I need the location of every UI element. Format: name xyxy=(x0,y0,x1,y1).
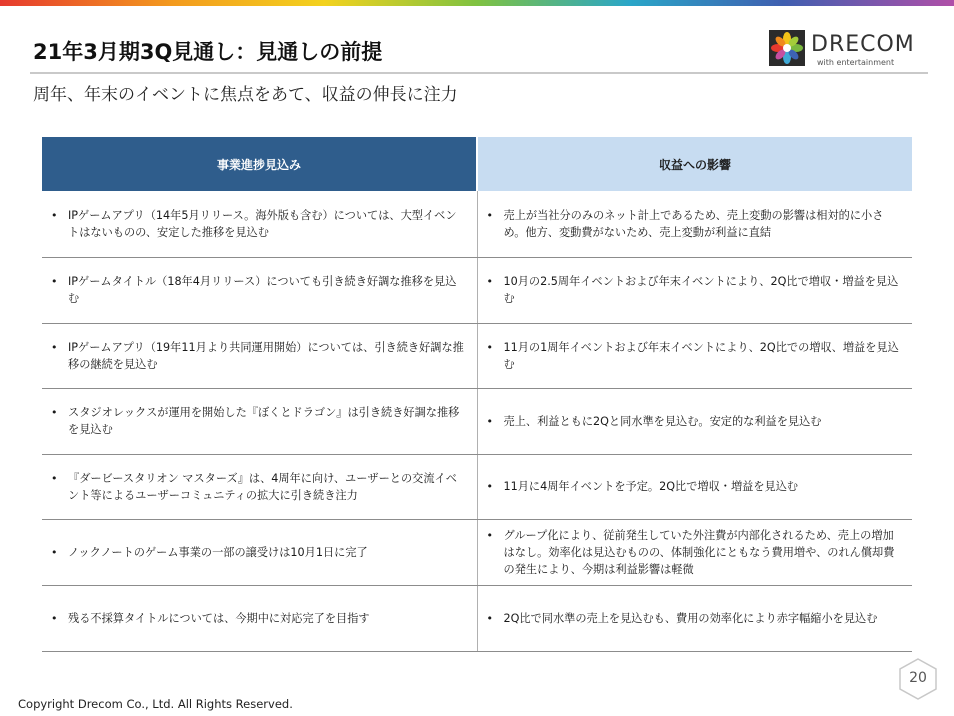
bullet-marker: • xyxy=(486,611,493,625)
header-revenue-impact: 収益への影響 xyxy=(477,137,912,191)
flower-logo-icon xyxy=(769,30,805,66)
cell-revenue-impact xyxy=(477,388,912,454)
table-row xyxy=(42,323,912,388)
title-divider xyxy=(30,72,928,74)
bullet-marker: • xyxy=(51,545,58,559)
row-text: 売上が当社分のみのネット計上であるため、売上変動の影響は相対的に小さめ。他方、変動費がないため、売上変動が利益に直結 xyxy=(503,208,884,239)
bullet-marker: • xyxy=(51,406,58,419)
table-row xyxy=(42,191,912,257)
row-text: IPゲームアプリ（14年5月リリース。海外版も含む）については、大型イベントはないものの、安定した推移を見込む xyxy=(68,208,457,239)
cell-business-progress xyxy=(42,454,477,519)
cell-business-progress xyxy=(42,191,477,257)
copyright-footer: Copyright Drecom Co., Ltd. All Rights Reserved. xyxy=(18,697,293,711)
table-row xyxy=(42,388,912,454)
cell-revenue-impact xyxy=(477,323,912,388)
table-row xyxy=(42,454,912,519)
cell-business-progress xyxy=(42,519,477,585)
table-header-row xyxy=(42,137,912,191)
row-text: 11月に4周年イベントを予定。2Q比で増収・増益を見込む xyxy=(503,480,799,493)
logo-tagline: with entertainment xyxy=(817,58,895,67)
cell-revenue-impact xyxy=(477,191,912,257)
logo-wordmark: DRECOM xyxy=(811,32,915,57)
cell-revenue-impact xyxy=(477,585,912,651)
top-color-bar xyxy=(0,0,954,6)
row-text: グループ化により、従前発生していた外注費が内部化されるため、売上の増加はなし。効率化は見込むものの、体制強化にともなう費用増や、のれん償却費の発生により、今期は利益影響は軽微 xyxy=(503,528,895,576)
page-number: 20 xyxy=(909,670,927,686)
cell-business-progress xyxy=(42,257,477,323)
cell-business-progress xyxy=(42,585,477,651)
cell-business-progress xyxy=(42,388,477,454)
page-subtitle: 周年、年末のイベントに焦点をあて、収益の伸長に注力 xyxy=(33,85,458,105)
bullet-marker: • xyxy=(51,275,58,288)
bullet-marker: • xyxy=(486,414,493,428)
bullet-marker: • xyxy=(51,340,58,354)
bullet-marker: • xyxy=(486,208,493,222)
row-text: IPゲームタイトル（18年4月リリース）についても引き続き好調な推移を見込む xyxy=(68,275,457,305)
outlook-table xyxy=(42,137,912,652)
drecom-logo xyxy=(769,30,939,70)
row-text: 2Q比で同水準の売上を見込むも、費用の効率化により赤字幅縮小を見込む xyxy=(503,611,878,625)
table-row xyxy=(42,257,912,323)
header-business-progress: 事業進捗見込み xyxy=(42,137,477,191)
bullet-marker: • xyxy=(51,471,58,485)
bullet-marker: • xyxy=(486,528,493,542)
cell-revenue-impact xyxy=(477,257,912,323)
page-title: 21年3月期3Q見通し：見通しの前提 xyxy=(33,40,383,64)
row-text: 11月の1周年イベントおよび年末イベントにより、2Q比での増収、増益を見込む xyxy=(503,340,899,371)
page-number-badge xyxy=(896,657,940,701)
row-text: ノックノートのゲーム事業の一部の譲受けは10月1日に完了 xyxy=(68,545,368,559)
row-text: スタジオレックスが運用を開始した『ぼくとドラゴン』は引き続き好調な推移を見込む xyxy=(68,406,460,436)
row-text: 売上、利益ともに2Qと同水準を見込む。安定的な利益を見込む xyxy=(503,414,822,428)
table-row xyxy=(42,585,912,651)
table-row xyxy=(42,519,912,585)
bullet-marker: • xyxy=(486,340,493,354)
bullet-marker: • xyxy=(486,275,493,288)
row-text: 『ダービースタリオン マスターズ』は、4周年に向け、ユーザーとの交流イベント等によるユーザーコミュニティの拡大に引き続き注力 xyxy=(68,471,457,502)
row-text: 10月の2.5周年イベントおよび年末イベントにより、2Q比で増収・増益を見込む xyxy=(503,275,899,305)
cell-business-progress xyxy=(42,323,477,388)
row-text: IPゲームアプリ（19年11月より共同運用開始）については、引き続き好調な推移の継続を見込む xyxy=(68,340,464,371)
row-text: 残る不採算タイトルについては、今期中に対応完了を目指す xyxy=(68,611,370,625)
bullet-marker: • xyxy=(51,611,58,625)
bullet-marker: • xyxy=(486,480,493,493)
cell-revenue-impact xyxy=(477,454,912,519)
cell-revenue-impact xyxy=(477,519,912,585)
bullet-marker: • xyxy=(51,208,58,222)
